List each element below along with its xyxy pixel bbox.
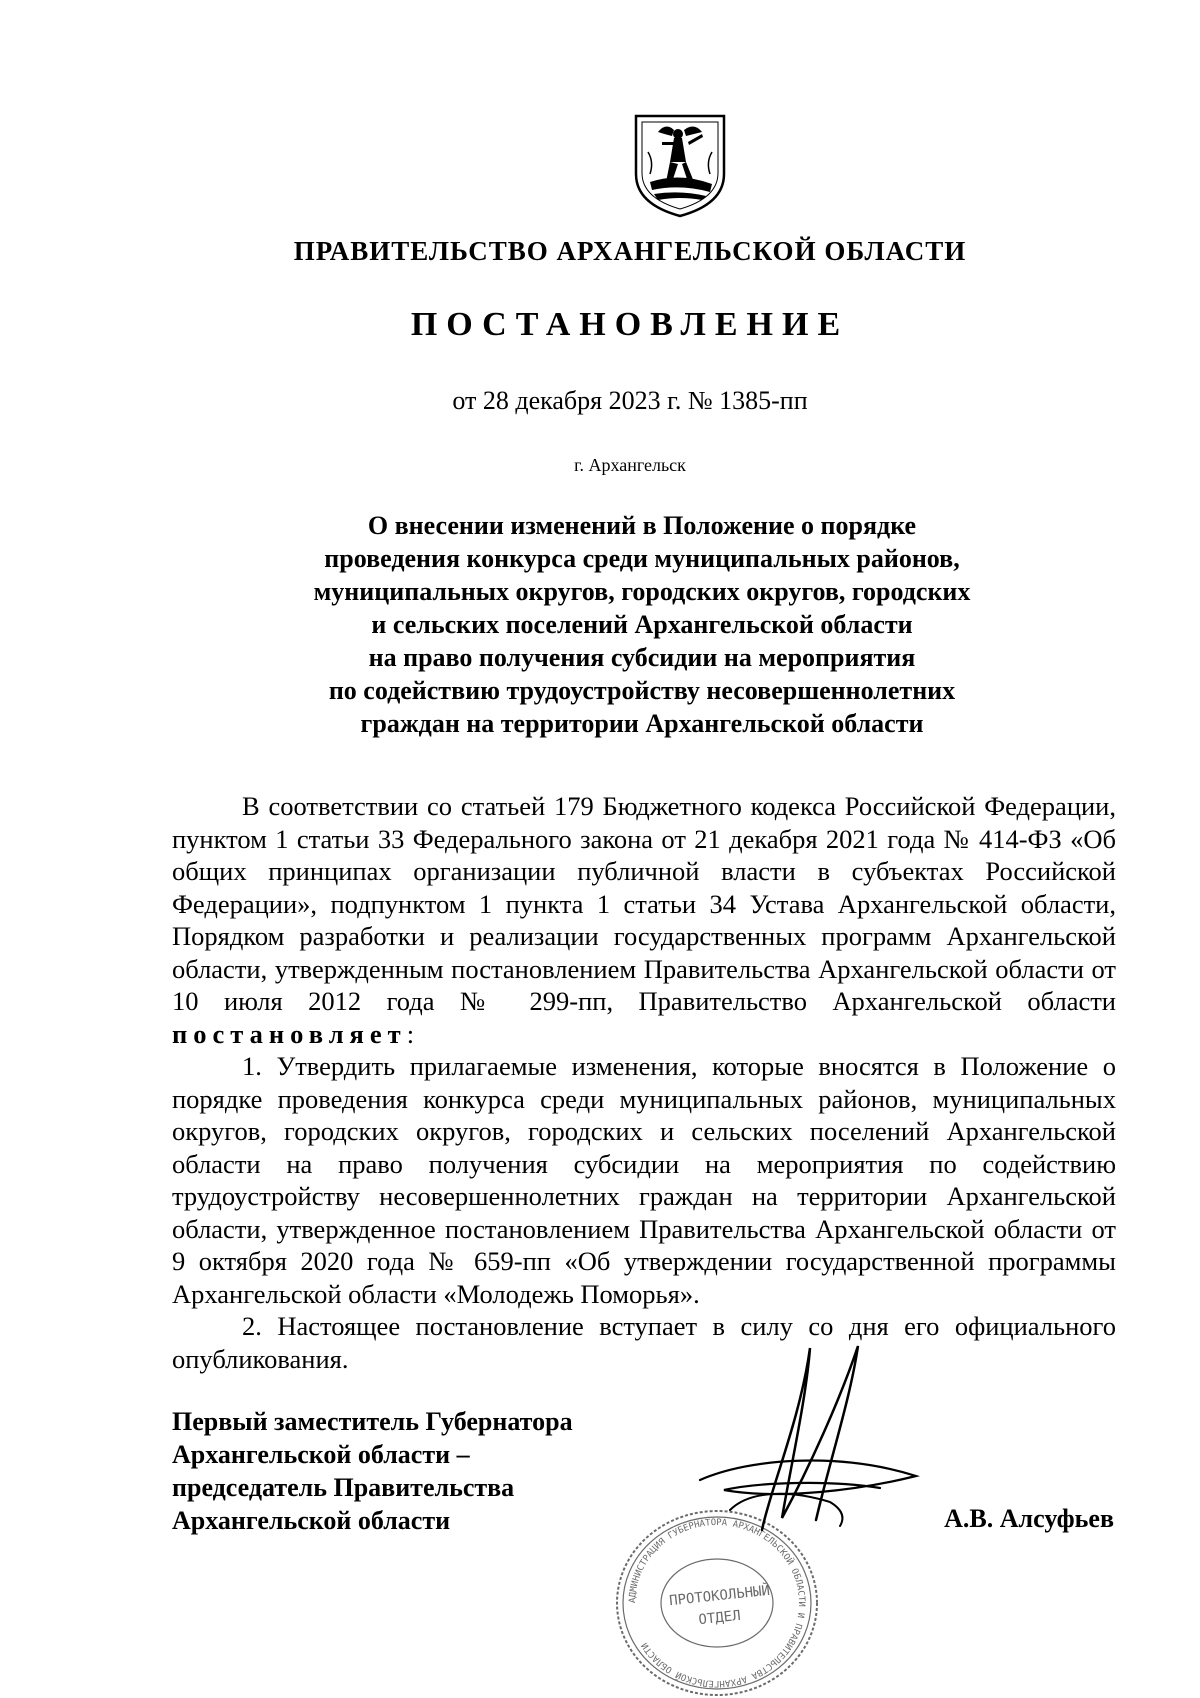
- organization-name: ПРАВИТЕЛЬСТВО АРХАНГЕЛЬСКОЙ ОБЛАСТИ: [293, 236, 967, 266]
- stamp-center-line1: ПРОТОКОЛЬНЫЙ: [668, 1582, 771, 1610]
- document-date-number: от 28 декабря 2023 г. № 1385-пп: [452, 386, 808, 415]
- signer-position-line: Архангельской области –: [172, 1440, 470, 1469]
- preamble-paragraph: [172, 790, 1116, 1050]
- coat-of-arms-icon: [632, 112, 728, 220]
- document-city: г. Архангельск: [574, 455, 686, 475]
- item-2-paragraph: 2. Настоящее постановление вступает в силу со дня его официального опубликования.: [172, 1311, 1116, 1374]
- signer-position-line: Первый заместитель Губернатора: [172, 1407, 573, 1436]
- title-line: на право получения субсидии на мероприятия: [368, 643, 916, 672]
- signer-position-line: Архангельской области: [172, 1506, 451, 1535]
- stamp-center-line2: ОТДЕЛ: [697, 1607, 742, 1629]
- title-line: и сельских поселений Архангельской области: [371, 610, 913, 639]
- item-1-paragraph: 1. Утвердить прилагаемые изменения, которые вносятся в Положение о порядке проведения конкурса среди муниципальных районов, муниципальных округов, городских округов, городских и сельских поселений Архангельской области на право получения субсидии на мероприятия по содействию трудоустройству несовершеннолетних граждан на территории Архангельской области, утвержденное постановлением Правительства Архангельской области от 9 октября 2020 года № 659-пп «Об утверждении государственной программы Архангельской области «Молодежь Поморья».: [172, 1051, 1116, 1309]
- resolves-word: постановляет: [172, 1018, 407, 1049]
- signer-position-line: председатель Правительства: [172, 1473, 515, 1502]
- title-line: граждан на территории Архангельской области: [360, 709, 924, 738]
- title-line: О внесении изменений в Положение о порядке: [367, 511, 917, 540]
- title-line: по содействию трудоустройству несовершеннолетних: [328, 676, 956, 705]
- resolves-colon: :: [406, 1018, 415, 1049]
- signer-position: [172, 1405, 573, 1537]
- signer-name: А.В. Алсуфьев: [944, 1504, 1114, 1533]
- stamp-ring-text: АДМИНИСТРАЦИЯ ГУБЕРНАТОРА АРХАНГЕЛЬСКОЙ ОБЛАСТИ И ПРАВИТЕЛЬСТВА АРХАНГЕЛЬСКОЙ ОБЛАСТИ: [627, 1517, 807, 1689]
- title-line: муниципальных округов, городских округов, городских: [313, 577, 971, 606]
- title-line: проведения конкурса среди муниципальных районов,: [324, 544, 960, 573]
- handwritten-signature-icon: [690, 1340, 920, 1540]
- document-type: ПОСТАНОВЛЕНИЕ: [410, 306, 850, 343]
- document-body: [172, 790, 1116, 1375]
- document-title: [172, 509, 1112, 740]
- preamble-text: В соответствии со статьей 179 Бюджетного кодекса Российской Федерации, пунктом 1 статьи 33 Федерального закона от 21 декабря 2021 года № 414-ФЗ «Об общих принципах организации публичной власти в субъектах Российской Федерации», подпунктом 1 пункта 1 статьи 34 Устава Архангельской области, Порядком разработки и реализации государственных программ Архангельской области, утвержденным постановлением Правительства Архангельской области от 10 июля 2012 года № 299-пп, Правительство Архангельской области: [172, 791, 1116, 1016]
